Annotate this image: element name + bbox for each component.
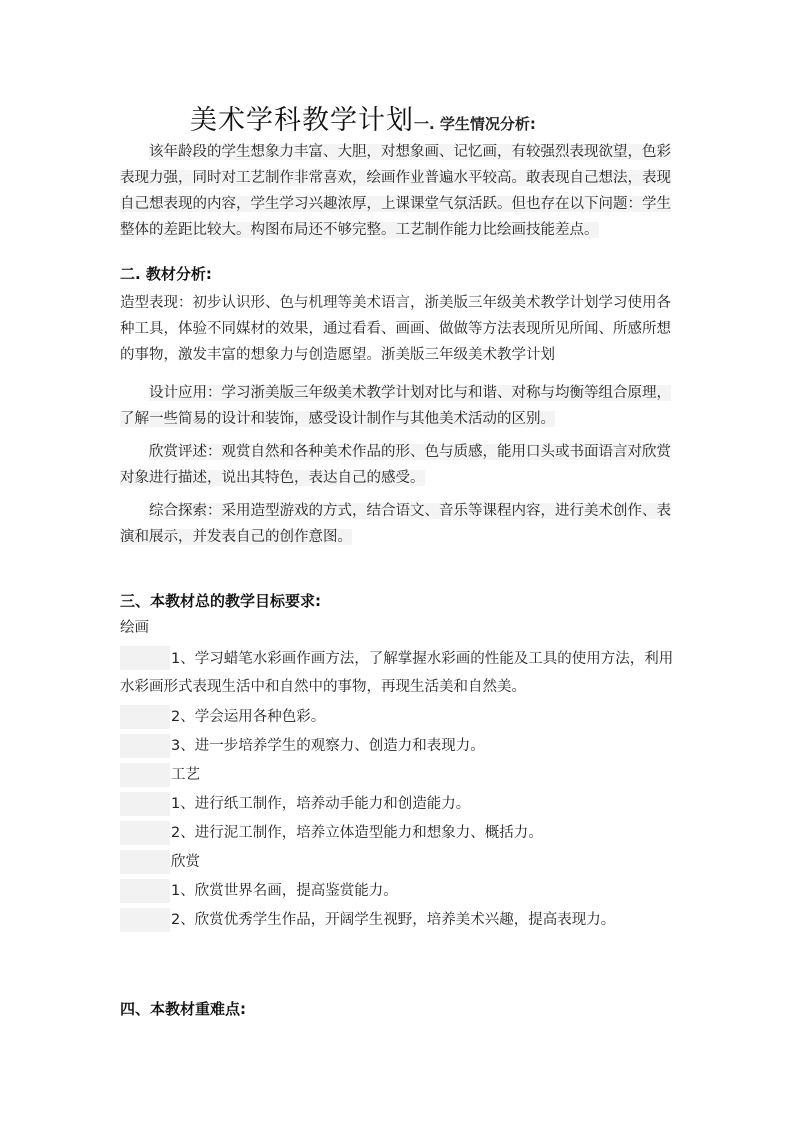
indent-shade — [120, 908, 170, 932]
painting-item-1 — [120, 645, 676, 701]
section-1-heading: 一. 学生情况分析: — [414, 115, 536, 133]
category-appreciation: 欣赏 — [171, 854, 200, 870]
craft-item-1: 1、进行纸工制作，培养动手能力和创造能力。 — [171, 796, 471, 812]
appreciation-item-2: 2、欣赏优秀学生作品，开阔学生视野，培养美术兴趣，提高表现力。 — [171, 912, 616, 928]
section-2-p3-text: 欣赏评述：观赏自然和各种美术作品的形、色与质感，能用口头或书面语言对欣赏对象进行描述，说出其特色，表达自己的感受。 — [120, 444, 671, 486]
indent-shade — [120, 705, 170, 729]
indent-shade — [120, 879, 170, 903]
category-painting: 绘画 — [120, 620, 149, 636]
section-1-body — [120, 139, 676, 243]
title-line — [190, 98, 536, 137]
indent-shade — [120, 763, 170, 787]
section-2-heading: 二. 教材分析: — [120, 265, 212, 283]
section-1-text: 该年龄段的学生想象力丰富、大胆，对想象画、记忆画，有较强烈表现欲望，色彩表现力强，同时对工艺制作非常喜欢，绘画作业普遍水平较高。敢表现自己想法，表现自己想表现的内容，学生学习兴趣浓厚，上课课堂气氛活跃。但也存在以下问题：学生整体的差距比较大。构图布局还不够完整。工艺制作能力比绘画技能差点。 — [120, 144, 671, 238]
section-3-heading: 三、本教材总的教学目标要求: — [120, 592, 321, 610]
indent-shade — [120, 821, 170, 845]
section-2-paragraph-4 — [120, 498, 676, 550]
category-craft: 工艺 — [171, 767, 200, 783]
craft-item-2: 2、进行泥工制作，培养立体造型能力和想象力、概括力。 — [171, 825, 543, 841]
painting-item-3: 3、进一步培养学生的观察力、创造力和表现力。 — [171, 738, 485, 754]
painting-item-1-text: 1、学习蜡笔水彩画作画方法，了解掌握水彩画的性能及工具的使用方法，利用水彩画形式表现生活中和自然中的事物，再现生活美和自然美。 — [120, 651, 674, 695]
indent-shade — [120, 850, 170, 874]
indent-shade — [120, 734, 170, 758]
section-2-p4-text: 综合探索：采用造型游戏的方式，结合语文、音乐等课程内容，进行美术创作、表演和展示，并发表自己的创作意图。 — [120, 503, 671, 545]
section-2-paragraph-2 — [120, 380, 676, 432]
section-2-paragraph-1 — [120, 290, 676, 368]
appreciation-item-1: 1、欣赏世界名画，提高鉴赏能力。 — [171, 883, 398, 899]
section-2-paragraph-3 — [120, 439, 676, 491]
section-2-p1-text: 造型表现：初步认识形、色与机理等美术语言，浙美版三年级美术教学计划学习使用各种工具，体验不同媒材的效果，通过看看、画画、做做等方法表现所见所闻、所感所想的事物，激发丰富的想象力与创造愿望。浙美版三年级美术教学计划 — [120, 295, 671, 363]
section-4-heading: 四、本教材重难点: — [120, 1000, 246, 1018]
indent-shade — [120, 792, 170, 816]
section-2-p2-text: 设计应用：学习浙美版三年级美术教学计划对比与和谐、对称与均衡等组合原理，了解一些简易的设计和装饰，感受设计制作与其他美术活动的区别。 — [120, 385, 671, 427]
painting-item-2: 2、学会运用各种色彩。 — [171, 709, 326, 725]
page-title: 美术学科教学计划 — [190, 105, 414, 136]
